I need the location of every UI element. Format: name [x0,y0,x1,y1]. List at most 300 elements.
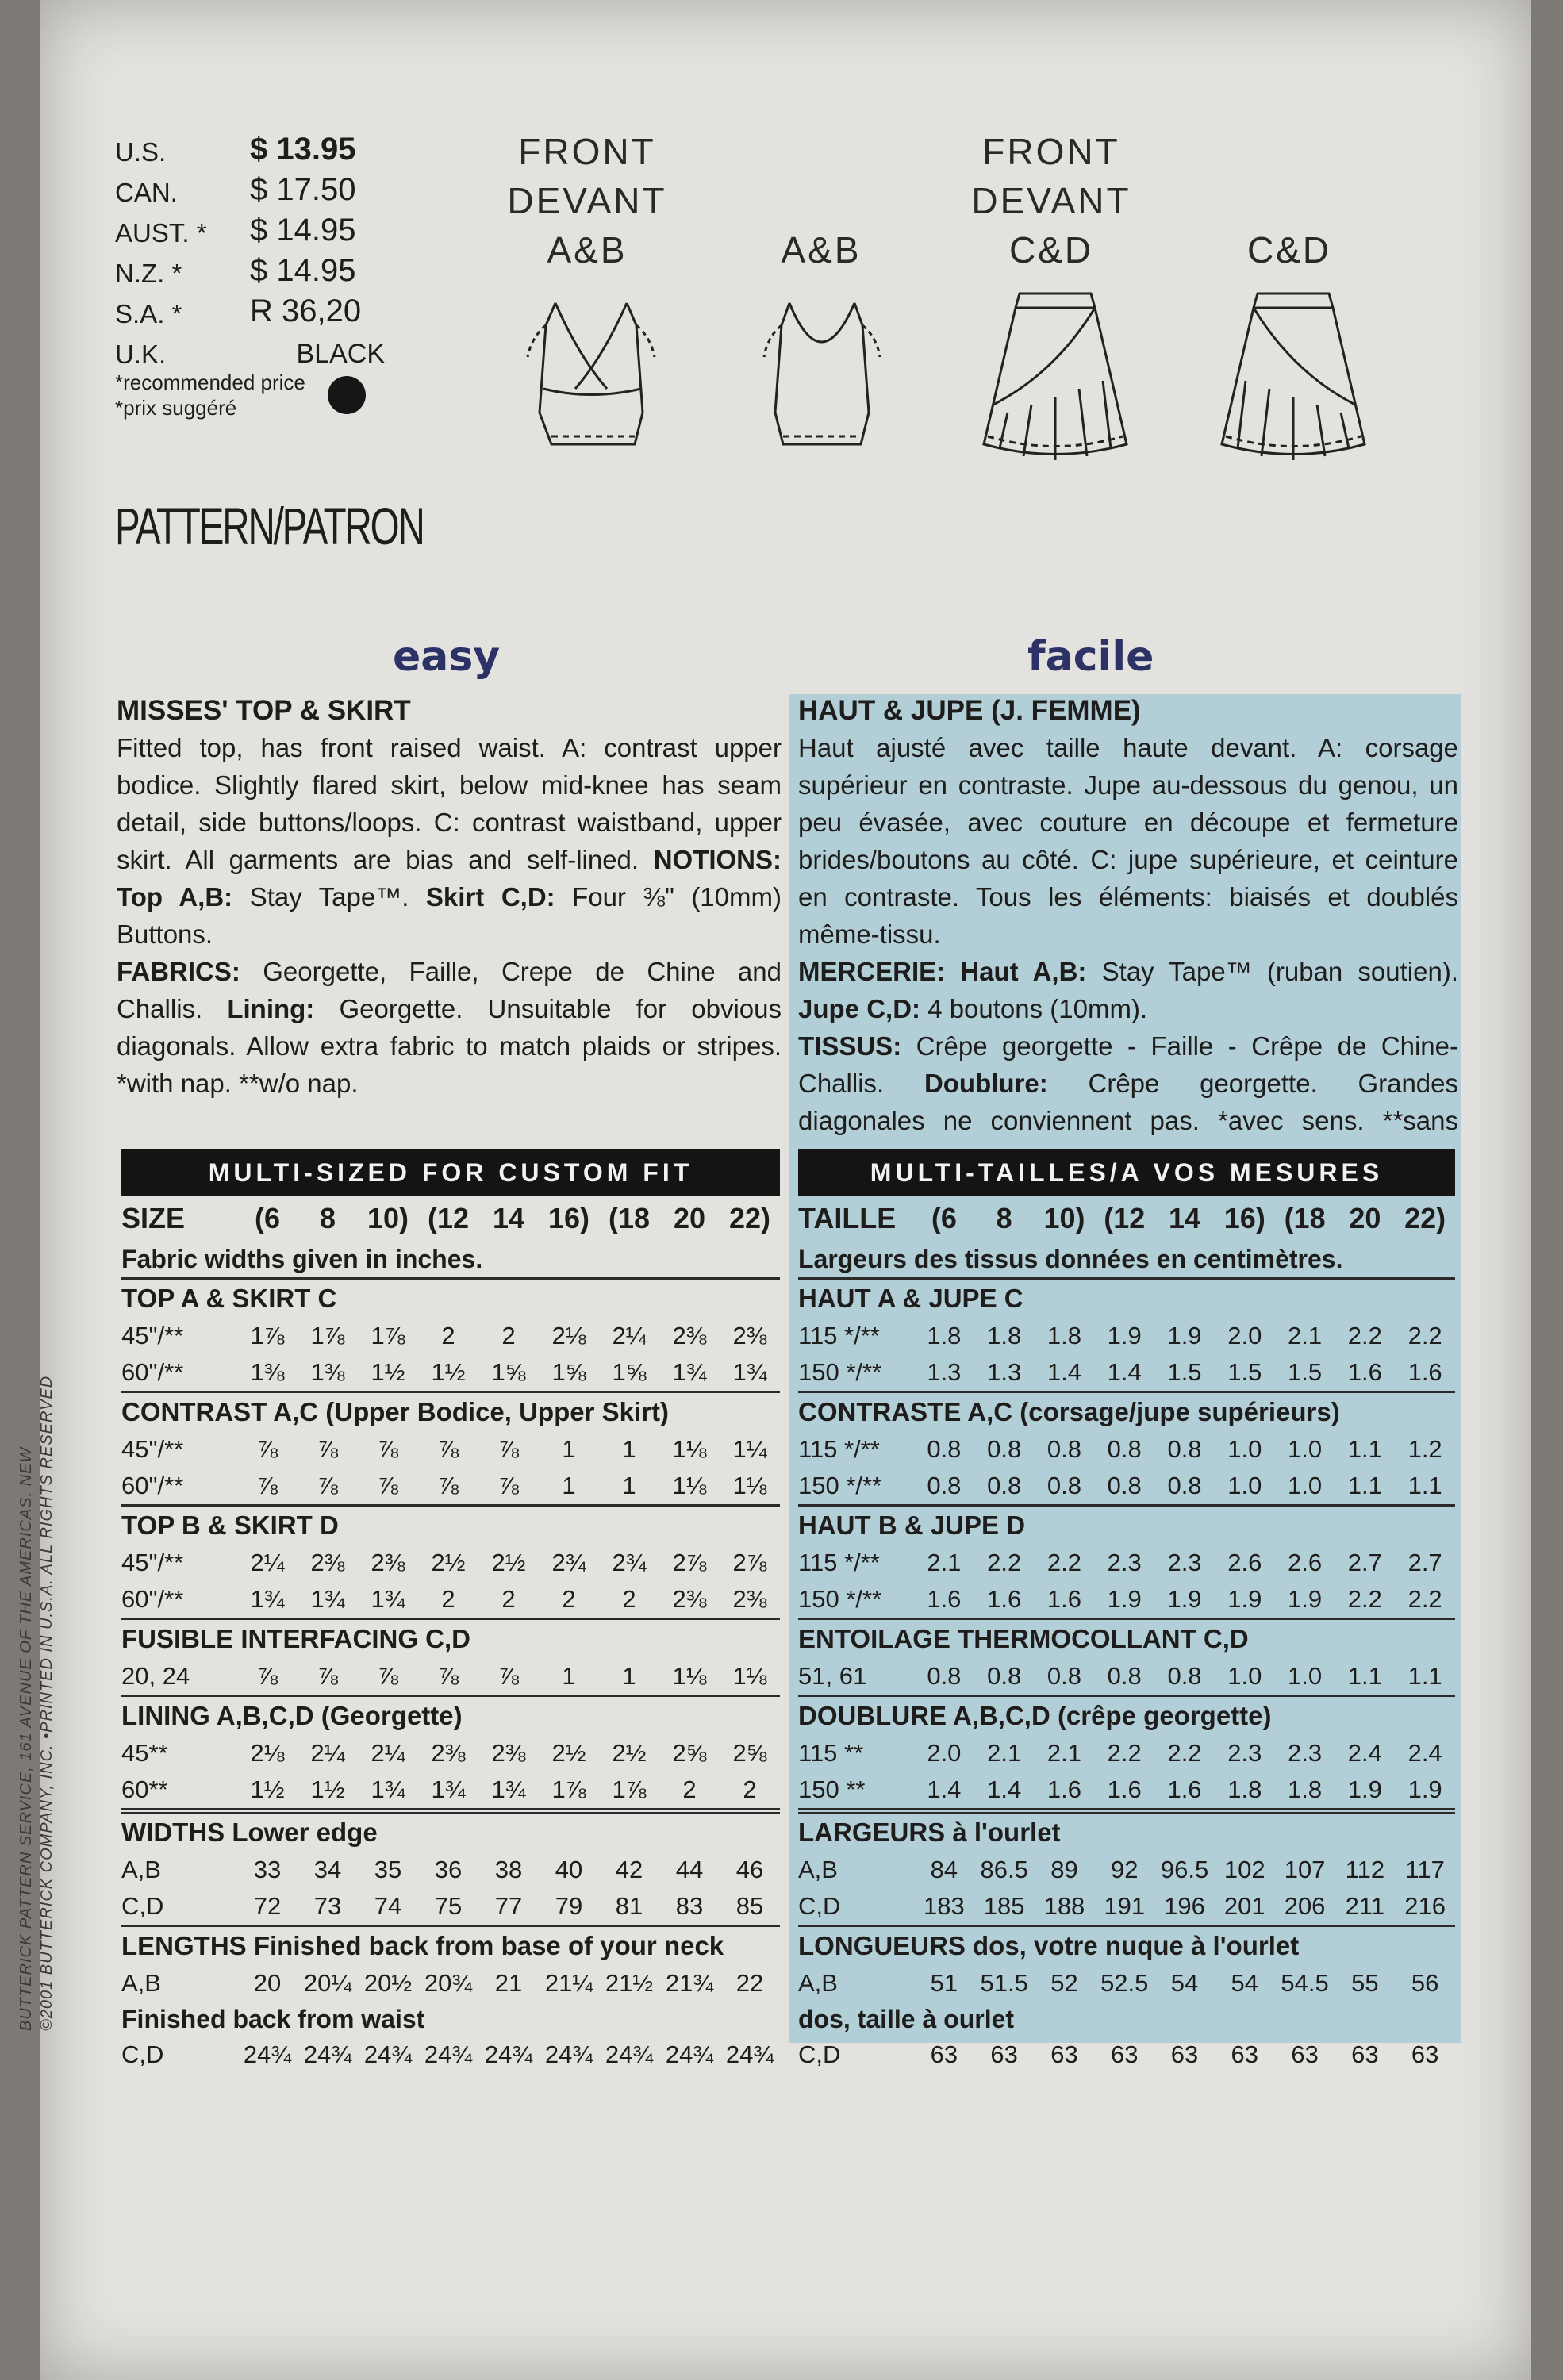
table-cell: ⅞ [498,1472,519,1499]
row-label: 150 */** [798,1358,882,1386]
price-row [115,248,488,289]
table-cell: 21¾ [665,1969,714,1997]
table-cell: 20¼ [303,1969,352,1997]
table-cell: 1.4 [1046,1358,1081,1386]
table-cell: 1.3 [927,1358,962,1386]
row-label: C,D [798,1892,841,1920]
skirt-front-sketch [976,286,1135,476]
table-cell: 1⅛ [672,1435,707,1463]
table-cell: 75 [434,1892,463,1920]
table-cell: 2½ [612,1739,647,1767]
table-cell: 2.3 [1107,1549,1142,1576]
table-cell: 2.2 [987,1549,1022,1576]
table-cell: 1.1 [1347,1472,1382,1499]
tissus: Crêpe georgette - Faille - Crêpe de Chine-Challis. [798,1031,1458,1098]
row-values [914,1472,1455,1500]
price-country: U.S. [115,137,167,167]
table-cell: 46 [735,1856,764,1883]
table-cell: 2 [743,1775,757,1803]
table-cell: 1.5 [1288,1358,1323,1386]
table-cell: 2⅝ [732,1739,767,1767]
section-title: CONTRAST A,C (Upper Bodice, Upper Skirt) [121,1391,780,1431]
table-cell: 2¼ [310,1739,345,1767]
table-cell: 1⅞ [310,1322,345,1349]
table-cell: 24¾ [665,2040,714,2068]
table-cell: 2 [622,1585,636,1613]
row-label: C,D [121,1892,164,1920]
table-row [121,1545,780,1581]
table-cell: 2⅜ [431,1739,466,1767]
section-title: TOP B & SKIRT D [121,1504,780,1545]
table-cell: 1 [622,1662,636,1690]
table-cell: 81 [615,1892,643,1920]
top-back-sketch [758,294,885,452]
row-values [237,1739,780,1768]
table-cell: 40 [555,1856,583,1883]
table-cell: 1½ [371,1358,405,1386]
fabric-width-note: Fabric widths given in inches. [121,1244,483,1273]
doublure-label: Doublure: [924,1069,1048,1098]
table-cell: 1.1 [1407,1472,1442,1499]
mercerie-haut-label: Haut A,B: [960,957,1087,986]
table-cell: 0.8 [1107,1472,1142,1499]
table-cell: 2.0 [927,1739,962,1767]
size-values [237,1202,780,1235]
table-cell: 2.6 [1227,1549,1262,1576]
table-row [798,1772,1455,1808]
table-cell: 2⅝ [672,1739,707,1767]
table-cell: 1.0 [1227,1662,1262,1690]
table-cell: 1.0 [1288,1435,1323,1463]
price-country: AUST. * [115,218,207,248]
table-cell: 2.7 [1347,1549,1382,1576]
table-row [121,1581,780,1618]
row-values [237,1775,780,1804]
table-cell: 0.8 [1107,1435,1142,1463]
table-cell: 1¾ [250,1585,285,1613]
table-cell: 20¾ [424,1969,473,1997]
table-cell: ⅞ [378,1472,398,1499]
table-cell: ⅞ [378,1662,398,1690]
view-label-front-cd [956,127,1146,274]
table-cell: 2⅛ [250,1739,285,1767]
notions-top-label: Top A,B: [117,882,233,912]
table-cell: 2⅜ [672,1322,707,1349]
table-row [121,1658,780,1695]
table-cell: 1¾ [371,1585,405,1613]
table-cell: 21 [494,1969,523,1997]
view-label-front-ab [492,127,682,274]
row-label: A,B [121,1969,161,1997]
table-cell: 2.2 [1407,1585,1442,1613]
table-cell: 196 [1164,1892,1205,1920]
section-subtitle: Finished back from waist [121,2004,425,2033]
row-values [237,1585,780,1614]
row-label: C,D [121,2040,164,2068]
row-label: 45"/** [121,1322,184,1349]
table-cell: 89 [1050,1856,1078,1883]
table-row [121,1468,780,1504]
size-cell: 20 [1349,1202,1381,1234]
table-cell: 86.5 [980,1856,1028,1883]
table-cell: 1⅜ [250,1358,285,1386]
english-body: Fitted top, has front raised waist. A: contrast upper bodice. Slightly flared skirt, below mid-knee has seam detail, side buttons/loops. C: contrast waistband, upper skirt. All garments are bias and self-lined. [117,733,782,874]
table-cell: 1.1 [1347,1435,1382,1463]
row-label: 115 */** [798,1322,880,1349]
table-cell: 1.6 [1107,1775,1142,1803]
table-cell: 1.6 [1347,1358,1382,1386]
recommended-price-note [115,370,305,420]
row-values [237,1322,780,1350]
row-values [914,1739,1455,1768]
section-title: TOP A & SKIRT C [121,1277,780,1318]
row-label: 115 ** [798,1739,864,1767]
table-cell: 24¾ [363,2040,413,2068]
table-cell: 24¾ [544,2040,593,2068]
table-cell: 24¾ [725,2040,774,2068]
table-cell: 2.3 [1288,1739,1323,1767]
table-cell: 1 [562,1435,576,1463]
size-cell: (6 [931,1202,957,1234]
table-cell: 72 [253,1892,282,1920]
table-cell: 51.5 [980,1969,1028,1997]
table-cell: 1⅞ [612,1775,647,1803]
view-label-back-cd: C&D [1246,229,1332,271]
table-cell: 21½ [605,1969,654,1997]
table-cell: 20 [253,1969,282,1997]
table-cell: 1.9 [1107,1322,1142,1349]
section-title: ENTOILAGE THERMOCOLLANT C,D [798,1618,1455,1658]
table-cell: ⅞ [317,1472,338,1499]
table-cell: 1.9 [1347,1775,1382,1803]
table-cell: 1⅛ [732,1472,767,1499]
table-cell: 2.0 [1227,1322,1262,1349]
size-cell: (18 [1284,1202,1326,1234]
table-cell: 63 [1231,2040,1259,2068]
row-label: 60** [121,1775,168,1803]
section-title: LINING A,B,C,D (Georgette) [121,1695,780,1735]
row-values [914,1775,1455,1804]
section-subtitle: dos, taille à ourlet [798,2004,1015,2033]
row-values [914,1322,1455,1350]
table-cell: 33 [253,1856,282,1883]
view-label-line: FRONT [518,131,656,172]
section-title: CONTRASTE A,C (corsage/jupe supérieurs) [798,1391,1455,1431]
table-cell: 1.8 [927,1322,962,1349]
section-title: DOUBLURE A,B,C,D (crêpe georgette) [798,1695,1455,1735]
view-label-line: C&D [1008,229,1094,271]
row-label: 45"/** [121,1435,184,1463]
table-cell: 63 [1351,2040,1379,2068]
french-description [798,692,1458,1177]
table-row [121,1431,780,1468]
table-cell: 2¼ [371,1739,405,1767]
table-cell: 2.4 [1347,1739,1382,1767]
table-cell: 2 [501,1585,516,1613]
row-label: 60"/** [121,1585,184,1613]
table-cell: 0.8 [927,1435,962,1463]
table-cell: 2.1 [1046,1739,1081,1767]
table-cell: 1.6 [1046,1775,1081,1803]
table-cell: 2.2 [1107,1739,1142,1767]
table-row [121,1888,780,1925]
table-cell: 52 [1050,1969,1078,1997]
table-cell: 24¾ [243,2040,292,2068]
size-label: TAILLE [798,1202,897,1234]
table-cell: 1.6 [1167,1775,1202,1803]
table-cell: 1 [562,1662,576,1690]
table-cell: 1.4 [987,1775,1022,1803]
table-cell: 1.3 [987,1358,1022,1386]
price-list [115,127,488,370]
price-value: BLACK [296,339,385,369]
table-row [121,2036,780,2073]
table-cell: 112 [1345,1856,1385,1883]
table-cell: 63 [930,2040,958,2068]
table-cell: 1¾ [310,1585,345,1613]
table-cell: 0.8 [927,1662,962,1690]
table-cell: 2½ [551,1739,586,1767]
table-cell: 20½ [363,1969,413,1997]
table-cell: 1¼ [732,1435,767,1463]
yardage-chart-french [798,1149,1455,2073]
fabric-width-note: Largeurs des tissus données en centimètres. [798,1244,1343,1273]
section-title: HAUT A & JUPE C [798,1277,1455,1318]
size-cell: (12 [427,1202,470,1234]
table-cell: 191 [1104,1892,1146,1920]
section-title: WIDTHS Lower edge [121,1808,780,1852]
size-header [798,1196,1455,1241]
row-label: 20, 24 [121,1662,190,1690]
view-label-line: DEVANT [971,180,1131,221]
table-cell: ⅞ [257,1472,278,1499]
table-cell: 0.8 [1046,1472,1081,1499]
table-cell: 206 [1284,1892,1326,1920]
table-cell: 54 [1170,1969,1199,1997]
table-cell: 1.6 [1407,1358,1442,1386]
table-cell: 24¾ [424,2040,473,2068]
table-cell: 96.5 [1160,1856,1209,1883]
table-cell: 21¼ [544,1969,593,1997]
table-cell: 2⅜ [371,1549,405,1576]
table-cell: 77 [494,1892,523,1920]
table-cell: 2.1 [927,1549,962,1576]
table-cell: 2.2 [1407,1322,1442,1349]
table-cell: 2.1 [1288,1322,1323,1349]
table-cell: 1 [622,1472,636,1499]
table-cell: 107 [1284,1856,1326,1883]
table-cell: ⅞ [257,1662,278,1690]
size-cell: 10) [367,1202,409,1234]
row-label: A,B [798,1969,838,1997]
table-row [121,1735,780,1772]
row-label: 51, 61 [798,1662,867,1690]
table-row [121,1318,780,1354]
table-cell: 1.8 [987,1322,1022,1349]
table-cell: 1⅝ [551,1358,586,1386]
mercerie-jupe: 4 boutons (10mm). [927,994,1148,1023]
size-cell: 16) [1223,1202,1265,1234]
view-label-line: A&B [547,229,628,271]
table-cell: 2⅜ [491,1739,526,1767]
table-cell: 2.3 [1167,1549,1202,1576]
lining-text: Georgette. Unsuitable for obvious diagonals. Allow extra fabric to match plaids or stripes. *with nap. **w/o nap. [117,994,782,1098]
table-row [798,1468,1455,1504]
table-row [798,1354,1455,1391]
table-row [798,1318,1455,1354]
table-cell: 22 [735,1969,764,1997]
row-values [237,1892,780,1921]
row-values [237,1358,780,1387]
fabrics: Georgette, Faille, Crepe de Chine and Challis. [117,957,782,1023]
table-row [798,1735,1455,1772]
section-title: LENGTHS Finished back from base of your neck [121,1925,780,1965]
price-value: $ 17.50 [250,172,356,207]
table-cell: 2¾ [612,1549,647,1576]
table-cell: 1½ [310,1775,345,1803]
table-cell: 34 [313,1856,342,1883]
table-cell: 42 [615,1856,643,1883]
size-cell: (18 [608,1202,651,1234]
row-values [237,2040,780,2069]
table-cell: 1⅝ [612,1358,647,1386]
price-row [115,289,488,329]
table-cell: 2.4 [1407,1739,1442,1767]
row-values [237,1435,780,1464]
table-cell: 2.3 [1227,1739,1262,1767]
fabrics-label: FABRICS: [117,957,240,986]
table-cell: 1⅞ [250,1322,285,1349]
table-cell: 1.5 [1167,1358,1202,1386]
row-values [237,1969,780,1998]
table-cell: 216 [1404,1892,1446,1920]
size-label: SIZE [121,1202,186,1234]
view-label-line: FRONT [982,131,1120,172]
table-cell: ⅞ [498,1435,519,1463]
table-cell: 1¾ [431,1775,466,1803]
section-title: FUSIBLE INTERFACING C,D [121,1618,780,1658]
english-description [117,692,782,1102]
table-cell: 1.9 [1227,1585,1262,1613]
french-body: Haut ajusté avec taille haute devant. A: corsage supérieur en contraste. Jupe au-dessous du genou, un peu évasée, avec couture en découpe et fermeture brides/boutons au côté. C: jupe supérieure, et ceinture en contraste. Tous les éléments: biaisés et doublés même-tissu. [798,733,1458,949]
side-copyright [16,920,57,2031]
table-cell: 2⅜ [310,1549,345,1576]
table-cell: 92 [1110,1856,1139,1883]
table-cell: ⅞ [438,1435,459,1463]
table-row [121,1354,780,1391]
table-cell: 185 [983,1892,1025,1920]
table-cell: 1.6 [987,1585,1022,1613]
table-cell: 84 [930,1856,958,1883]
size-values [914,1202,1455,1235]
row-values [914,2040,1455,2069]
price-country: CAN. [115,178,178,207]
table-cell: 1.8 [1288,1775,1323,1803]
table-cell: 63 [1170,2040,1199,2068]
chart-header-bar: MULTI-SIZED FOR CUSTOM FIT [121,1149,780,1196]
table-cell: ⅞ [257,1435,278,1463]
price-row [115,208,488,248]
table-cell: 85 [735,1892,764,1920]
table-cell: 1¾ [672,1358,707,1386]
table-cell: 0.8 [987,1472,1022,1499]
table-cell: 54.5 [1281,1969,1329,1997]
table-cell: 1⅛ [672,1662,707,1690]
table-cell: 2 [562,1585,576,1613]
row-values [237,1856,780,1884]
table-cell: ⅞ [317,1662,338,1690]
tissus-label: TISSUS: [798,1031,902,1061]
table-cell: 1.5 [1227,1358,1262,1386]
recommended-line-fr: *prix suggéré [115,396,237,420]
row-values [914,1969,1455,1998]
table-row [121,1965,780,2002]
table-cell: 2.6 [1288,1549,1323,1576]
table-cell: 1¾ [732,1358,767,1386]
table-cell: 2.1 [987,1739,1022,1767]
section-title: LONGUEURS dos, votre nuque à l'ourlet [798,1925,1455,1965]
table-cell: 1.9 [1167,1585,1202,1613]
table-cell: 1⅞ [551,1775,586,1803]
table-cell: 79 [555,1892,583,1920]
table-cell: 1.6 [927,1585,962,1613]
table-cell: 188 [1043,1892,1085,1920]
table-cell: ⅞ [498,1662,519,1690]
table-cell: 1.0 [1227,1435,1262,1463]
table-row [121,1852,780,1888]
row-values [914,1856,1455,1884]
table-cell: 201 [1223,1892,1265,1920]
table-row [798,1545,1455,1581]
table-cell: 117 [1405,1856,1445,1883]
table-cell: 1.4 [1107,1358,1142,1386]
table-cell: 52.5 [1100,1969,1149,1997]
table-cell: 2.2 [1347,1585,1382,1613]
price-value: R 36,20 [250,294,362,328]
table-cell: 0.8 [1167,1662,1202,1690]
skirt-back-sketch [1214,286,1373,476]
table-cell: 0.8 [1167,1472,1202,1499]
table-cell: 1½ [431,1358,466,1386]
table-cell: 63 [990,2040,1018,2068]
section-title: HAUT B & JUPE D [798,1504,1455,1545]
notions-skirt: Four ⅜" (10mm) Buttons. [117,882,782,949]
table-cell: 44 [675,1856,704,1883]
size-cell: (6 [254,1202,280,1234]
table-cell: 1⅞ [371,1322,405,1349]
size-cell: 22) [728,1202,771,1234]
table-cell: 2.7 [1407,1549,1442,1576]
french-title: HAUT & JUPE (J. FEMME) [798,695,1141,726]
table-cell: 83 [675,1892,704,1920]
table-cell: 1 [622,1435,636,1463]
row-label: A,B [121,1856,161,1883]
mercerie-jupe-label: Jupe C,D: [798,994,921,1023]
row-values [237,1662,780,1691]
table-cell: 2¾ [551,1549,586,1576]
row-values [914,1892,1455,1921]
english-title: MISSES' TOP & SKIRT [117,695,411,726]
table-cell: 2⅞ [732,1549,767,1576]
size-header [121,1196,780,1241]
section-title: LARGEURS à l'ourlet [798,1808,1455,1852]
row-label: A,B [798,1856,838,1883]
table-cell: ⅞ [438,1472,459,1499]
table-cell: 1⅝ [491,1358,526,1386]
size-cell: 20 [673,1202,706,1234]
table-cell: 24¾ [605,2040,654,2068]
lining-label: Lining: [227,994,315,1023]
